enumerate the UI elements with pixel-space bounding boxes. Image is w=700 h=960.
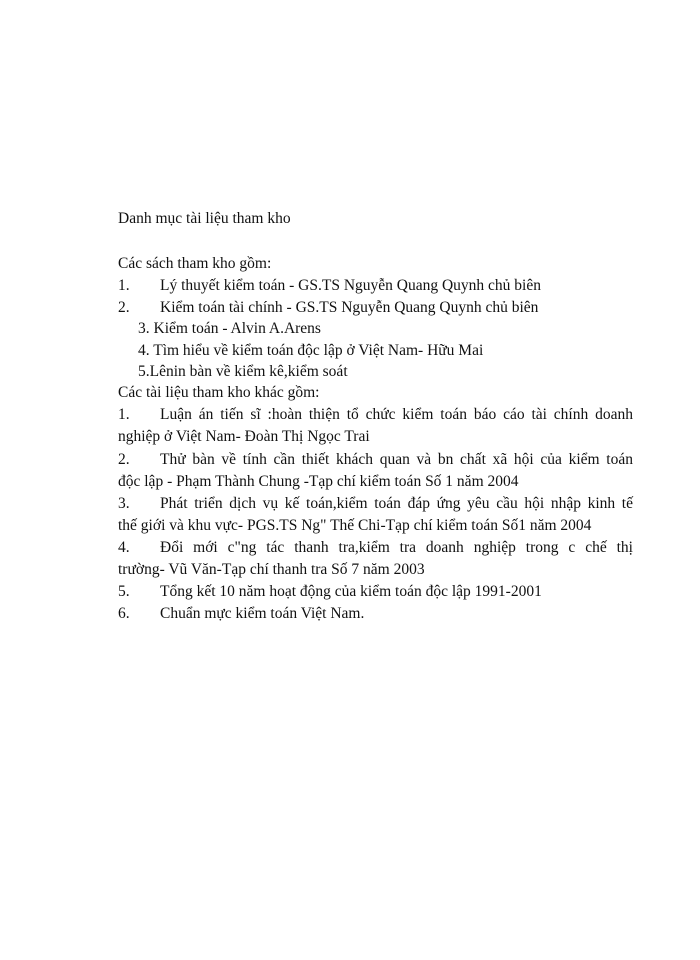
list-item-number: 5. — [118, 583, 130, 600]
list-item-text: Luận án tiến sĩ :hoàn thiện tổ chức kiểm toán báo cáo tài chính doanh — [160, 406, 633, 423]
others-heading: Các tài liệu tham kho khác gồm: — [118, 384, 320, 401]
list-item-continuation: độc lập - Phạm Thành Chung -Tạp chí kiểm toán Số 1 năm 2004 — [118, 473, 519, 490]
list-item-text: Chuẩn mực kiểm toán Việt Nam. — [160, 605, 365, 622]
list-item-number: 1. — [118, 406, 130, 423]
list-item: 4. Tìm hiểu về kiểm toán độc lập ở Việt Nam- Hữu Mai — [138, 342, 484, 359]
document-title: Danh mục tài liệu tham kho — [118, 210, 291, 227]
list-item — [118, 495, 633, 513]
list-item-continuation: nghiệp ở Việt Nam- Đoàn Thị Ngọc Trai — [118, 428, 370, 445]
list-item-text: Tổng kết 10 năm hoạt động của kiểm toán độc lập 1991-2001 — [160, 583, 542, 600]
list-item-number: 4. — [118, 539, 130, 556]
list-item-continuation: thế giới và khu vực- PGS.TS Ng" Thế Chi-Tạp chí kiểm toán Số1 năm 2004 — [118, 517, 592, 534]
list-item-number: 3. — [118, 495, 130, 512]
list-item-continuation: trường- Vũ Văn-Tạp chí thanh tra Số 7 năm 2003 — [118, 561, 425, 578]
list-item-number: 6. — [118, 605, 130, 622]
list-item — [118, 539, 633, 557]
list-item-number: 2. — [118, 299, 130, 316]
list-item: 5.Lênin bàn về kiểm kê,kiểm soát — [138, 363, 348, 380]
list-item-text: Thử bàn về tính cần thiết khách quan và bn chất xã hội của kiểm toán — [160, 451, 633, 468]
list-item-text: Đổi mới c"ng tác thanh tra,kiểm tra doanh nghiệp trong c chế thị — [160, 539, 633, 556]
list-item-number: 2. — [118, 451, 130, 468]
list-item — [118, 451, 633, 469]
books-heading: Các sách tham kho gồm: — [118, 255, 272, 272]
list-item — [118, 406, 633, 424]
list-item-text: Phát triển dịch vụ kế toán,kiểm toán đáp ứng yêu cầu hội nhập kinh tế — [160, 495, 633, 512]
list-item-text: Lý thuyết kiểm toán - GS.TS Nguyễn Quang Quynh chủ biên — [160, 277, 541, 294]
list-item-number: 1. — [118, 277, 130, 294]
list-item: 3. Kiểm toán - Alvin A.Arens — [138, 320, 321, 337]
list-item-text: Kiểm toán tài chính - GS.TS Nguyễn Quang Quynh chủ biên — [160, 299, 539, 316]
